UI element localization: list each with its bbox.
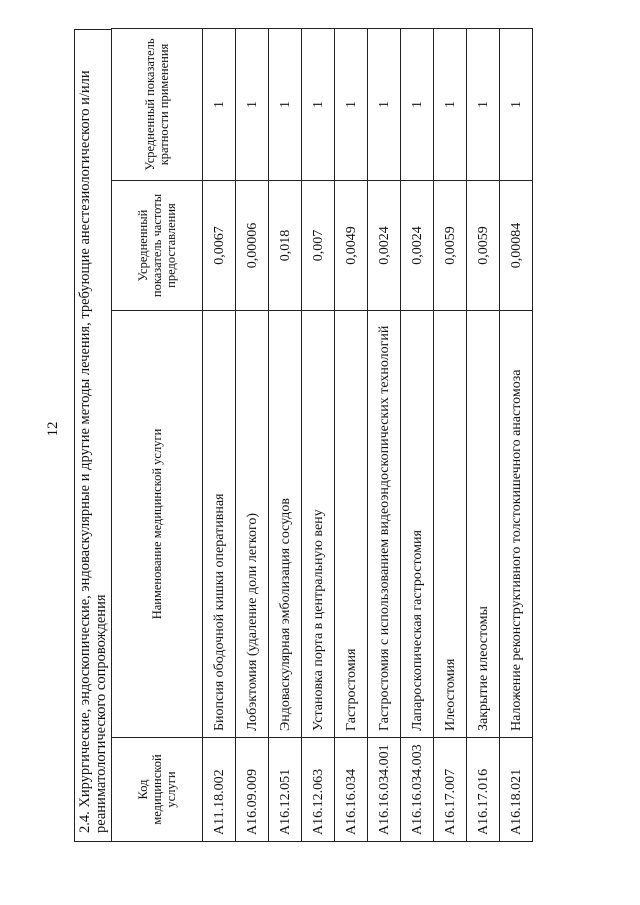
cell-code: A16.17.016 — [467, 738, 500, 842]
table-row — [467, 29, 500, 842]
cell-frequency: 0,018 — [269, 181, 302, 311]
cell-name: Установка порта в центральную вену — [302, 311, 335, 738]
table-row — [335, 29, 368, 842]
cell-frequency: 0,0067 — [203, 181, 236, 311]
cell-multiplicity: 1 — [203, 29, 236, 181]
cell-code: A11.18.002 — [203, 738, 236, 842]
cell-frequency: 0,007 — [302, 181, 335, 311]
header-code: Код медицинской услуги — [112, 738, 203, 842]
cell-code: A16.12.051 — [269, 738, 302, 842]
cell-multiplicity: 1 — [500, 29, 533, 181]
cell-code: A16.16.034.001 — [368, 738, 401, 842]
cell-name: Илеостомия — [434, 311, 467, 738]
table-row — [500, 29, 533, 842]
services-table — [111, 28, 533, 842]
cell-code: A16.18.021 — [500, 738, 533, 842]
page-number: 12 — [45, 421, 61, 437]
cell-multiplicity: 1 — [335, 29, 368, 181]
cell-frequency: 0,0024 — [401, 181, 434, 311]
table-row — [302, 29, 335, 842]
cell-name: Гастростомия — [335, 311, 368, 738]
table-row — [434, 29, 467, 842]
table-row — [401, 29, 434, 842]
table-row — [269, 29, 302, 842]
rotated-table-block — [74, 29, 640, 842]
cell-frequency: 0,0024 — [368, 181, 401, 311]
cell-multiplicity: 1 — [467, 29, 500, 181]
cell-multiplicity: 1 — [302, 29, 335, 181]
cell-multiplicity: 1 — [368, 29, 401, 181]
cell-code: A16.17.007 — [434, 738, 467, 842]
cell-name: Наложение реконструктивного толстокишечного анастомоза — [500, 311, 533, 738]
cell-frequency: 0,0059 — [434, 181, 467, 311]
cell-frequency: 0,0049 — [335, 181, 368, 311]
table-header-row — [112, 29, 203, 842]
header-name: Наименование медицинской услуги — [112, 311, 203, 738]
cell-multiplicity: 1 — [236, 29, 269, 181]
table-row — [236, 29, 269, 842]
cell-multiplicity: 1 — [269, 29, 302, 181]
cell-frequency: 0,00006 — [236, 181, 269, 311]
cell-frequency: 0,0059 — [467, 181, 500, 311]
cell-code: A16.16.034.003 — [401, 738, 434, 842]
cell-name: Лобэктомия (удаление доли легкого) — [236, 311, 269, 738]
cell-multiplicity: 1 — [401, 29, 434, 181]
cell-name: Гастростомия с использованием видеоэндоскопических технологий — [368, 311, 401, 738]
cell-code: A16.16.034 — [335, 738, 368, 842]
cell-name: Лапароскопическая гастростомия — [401, 311, 434, 738]
section-title: 2.4. Хирургические, эндоскопические, эндоваскулярные и другие методы лечения, требующие анестезиологического и/или реаниматологического сопровождения — [74, 29, 111, 842]
cell-multiplicity: 1 — [434, 29, 467, 181]
table-row — [368, 29, 401, 842]
cell-code: A16.12.063 — [302, 738, 335, 842]
cell-code: A16.09.009 — [236, 738, 269, 842]
cell-frequency: 0,00084 — [500, 181, 533, 311]
header-multiplicity: Усредненный показатель кратности применения — [112, 29, 203, 181]
cell-name: Эндоваскулярная эмболизация сосудов — [269, 311, 302, 738]
cell-name: Биопсия ободочной кишки оперативная — [203, 311, 236, 738]
cell-name: Закрытие илеостомы — [467, 311, 500, 738]
header-frequency: Усредненный показатель частоты предоставления — [112, 181, 203, 311]
table-row — [203, 29, 236, 842]
